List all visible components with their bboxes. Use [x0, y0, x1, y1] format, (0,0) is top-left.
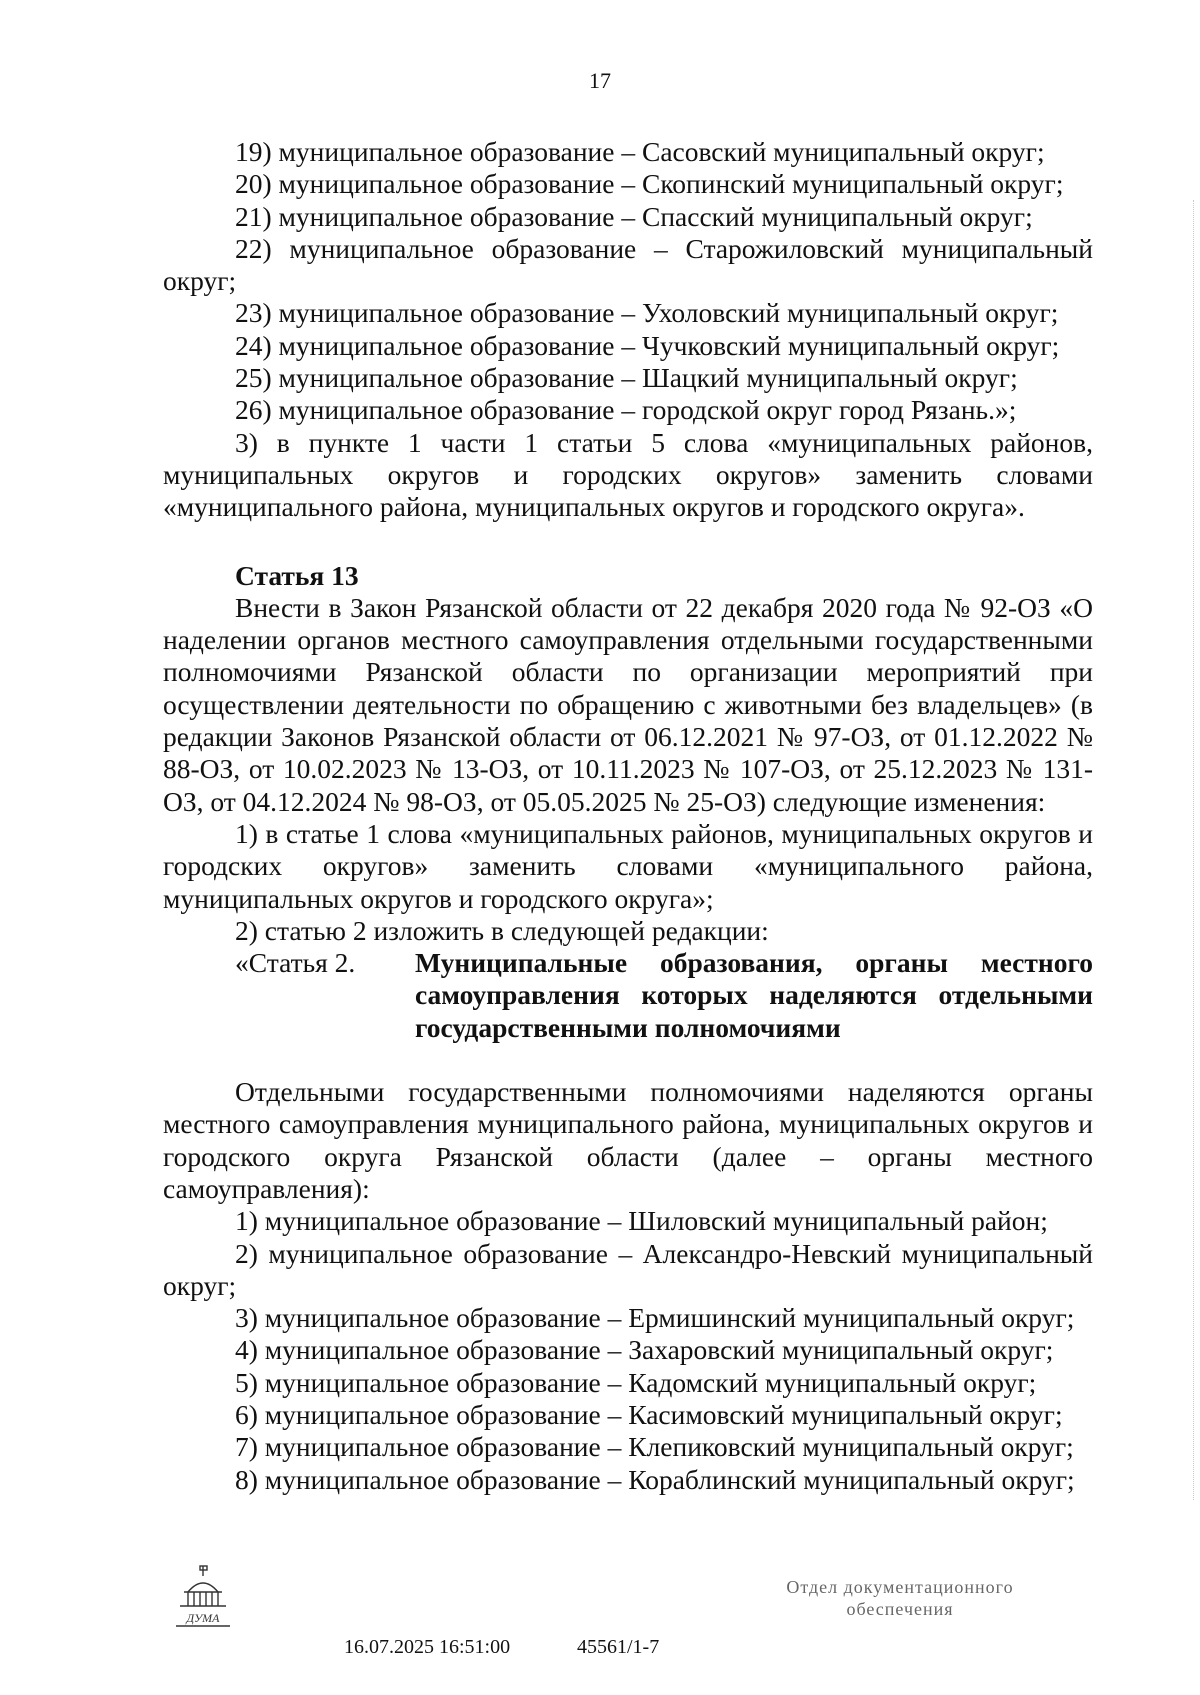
- list-item: 24) муниципальное образование – Чучковский муниципальный округ;: [235, 329, 1060, 361]
- list-item: 23) муниципальное образование – Ухоловский муниципальный округ;: [235, 297, 1059, 329]
- logo-text: ДУМА: [186, 1611, 220, 1625]
- document-body: [163, 136, 1093, 1496]
- list-item: 20) муниципальное образование – Скопинский муниципальный округ;: [235, 168, 1064, 200]
- sub-article-label: «Статья 2.: [235, 947, 356, 979]
- list-item: 3) муниципальное образование – Ермишинский муниципальный округ;: [235, 1302, 1075, 1334]
- article-intro: Внести в Закон Рязанской области от 22 декабря 2020 года № 92-ОЗ «О наделении органов местного самоуправления отдельными государственными полномочиями Рязанской области по организации мероприятий при осуществлении деятельности по обращению с животными без владельцев» (в редакции Законов Рязанской области от 06.12.2021 № 97-ОЗ, от 01.12.2022 № 88-ОЗ, от 10.02.2023 № 13-ОЗ, от 10.11.2023 № 107-ОЗ, от 25.12.2023 № 131-ОЗ, от 04.12.2024 № 98-ОЗ, от 05.05.2025 № 25-ОЗ) следующие изменения:: [163, 591, 1093, 817]
- article-heading: Статья 13: [235, 559, 359, 591]
- list-item: 21) муниципальное образование – Спасский муниципальный округ;: [235, 200, 1033, 232]
- list-item: 5) муниципальное образование – Кадомский муниципальный округ;: [235, 1366, 1037, 1398]
- amendment-point-3: 3) в пункте 1 части 1 статьи 5 слова «муниципальных районов, муниципальных округов и городских округов» заменить словами «муниципального района, муниципальных округов и городского округа».: [163, 426, 1093, 523]
- sub-article-title: Муниципальные образования, органы местного самоуправления которых наделяются отдельными государственными полномочиями: [415, 947, 1093, 1043]
- sub-article-heading: [163, 947, 1093, 1044]
- list-item: 26) муниципальное образование – городской округ город Рязань.»;: [235, 394, 1017, 426]
- list-item: 7) муниципальное образование – Клепиковский муниципальный округ;: [235, 1431, 1074, 1463]
- department-stamp: [740, 1576, 1060, 1620]
- footer-reg-number: 45561/1-7: [577, 1636, 660, 1658]
- footer-datetime: 16.07.2025 16:51:00: [344, 1636, 511, 1658]
- amendment-point-2: 2) статью 2 изложить в следующей редакции:: [235, 914, 769, 946]
- page-number: 17: [589, 68, 611, 93]
- scan-edge-mark: [1191, 200, 1194, 1500]
- list-item: 2) муниципальное образование – Александро-Невский муниципальный округ;: [163, 1237, 1093, 1301]
- list-item: 4) муниципальное образование – Захаровский муниципальный округ;: [235, 1334, 1054, 1366]
- stamp-line-2: обеспечения: [846, 1599, 954, 1619]
- list-item: 22) муниципальное образование – Старожиловский муниципальный округ;: [163, 232, 1093, 297]
- spacer: [163, 1044, 1093, 1076]
- amendment-point-1: 1) в статье 1 слова «муниципальных районов, муниципальных округов и городских округов» заменить словами «муниципального района, муниципальных округов и городского округа»;: [163, 817, 1093, 914]
- list-item: 6) муниципальное образование – Касимовский муниципальный округ;: [235, 1398, 1063, 1430]
- stamp-line-1: Отдел документационного: [786, 1577, 1014, 1597]
- list-item: 25) муниципальное образование – Шацкий муниципальный округ;: [235, 362, 1018, 394]
- duma-logo-icon: [172, 1562, 234, 1632]
- list-item: 1) муниципальное образование – Шиловский муниципальный район;: [235, 1205, 1048, 1237]
- list-item: 19) муниципальное образование – Сасовский муниципальный округ;: [235, 136, 1045, 167]
- sub-article-body: Отдельными государственными полномочиями наделяются органы местного самоуправления муниципального района, муниципальных округов и городского округа Рязанской области (далее – органы местного самоуправления):: [163, 1076, 1093, 1204]
- list-item: 8) муниципальное образование – Кораблинский муниципальный округ;: [235, 1463, 1075, 1495]
